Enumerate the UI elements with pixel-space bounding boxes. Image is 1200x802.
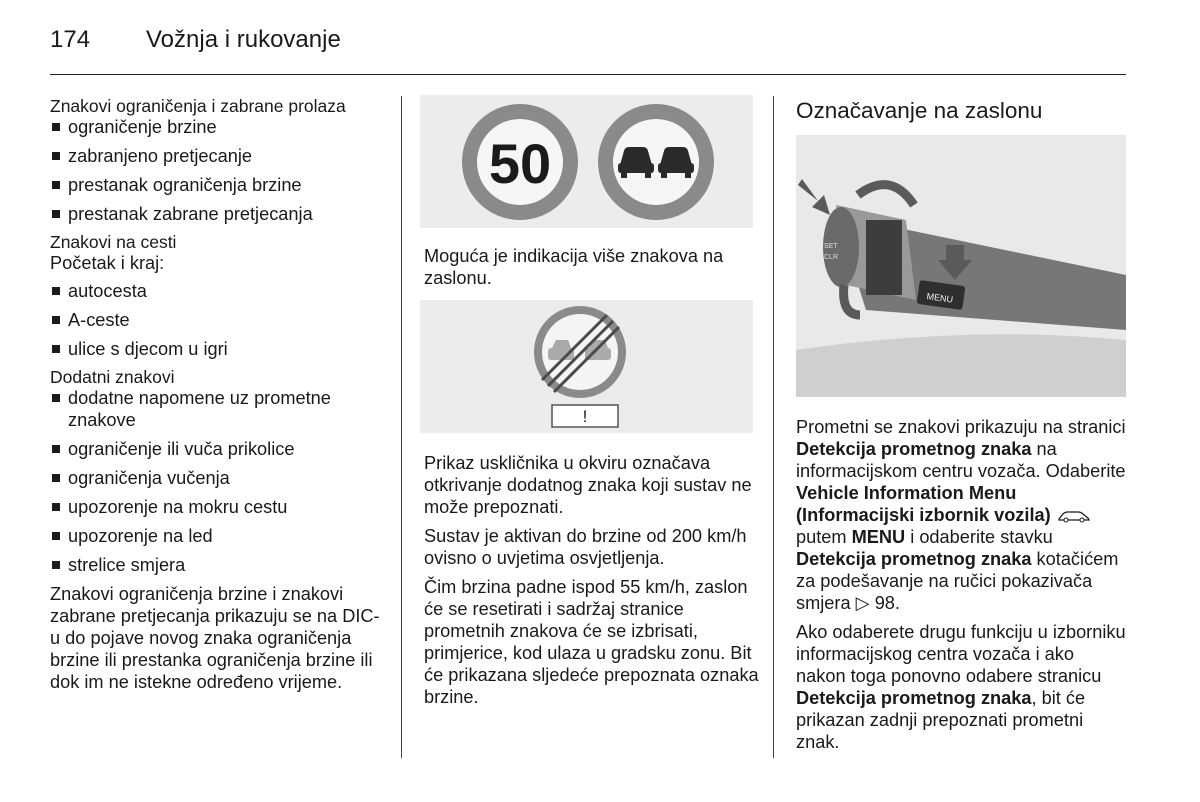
list-item: A-ceste	[50, 309, 385, 331]
page-title: Vožnja i rukovanje	[146, 26, 341, 53]
additional-signs-list	[50, 387, 385, 576]
figure-caption: Moguća je indikacija više znakova na zaslonu.	[424, 246, 724, 288]
list-item: ograničenje brzine	[50, 116, 385, 138]
body-paragraph: Prikaz uskličnika u okviru označava otkrivanje dodatnog znaka koji sustav ne može prepoznati.	[424, 453, 752, 517]
page-reference: 98.	[874, 593, 900, 613]
list-item: upozorenje na mokru cestu	[50, 496, 385, 518]
list-item: strelice smjera	[50, 554, 385, 576]
column-divider-right	[773, 96, 774, 758]
section-heading-display: Označavanje na zaslonu	[796, 98, 1043, 123]
body-paragraph: Čim brzina padne ispod 55 km/h, zaslon će se resetirati i sadržaj stranice prometnih znakova će se izbrisati, primjerice, kod ulaza u gradsku zonu. Bit će prikazana sljedeće prepoznata oznaka brzine.	[424, 577, 759, 707]
list-item: prestanak ograničenja brzine	[50, 174, 385, 196]
thumbwheel	[866, 220, 902, 295]
clr-label: CLR	[824, 254, 839, 261]
body-paragraph: Ako odaberete drugu funkciju u izborniku informacijskog centra vozača i ako nakon toga ponovno odabere stranicu Detekcija prometnog znaka, bit će prikazan zadnji prepoznati prometni znak.	[796, 622, 1126, 752]
exclamation-mark: !	[582, 407, 588, 426]
body-paragraph: Sustav je aktivan do brzine od 200 km/h ovisno o uvjetima osvjetljenja.	[424, 526, 747, 568]
road-signs-list	[50, 280, 385, 360]
body-paragraph: Znakovi ograničenja brzine i znakovi zabrane pretjecanja prikazuju se na DIC-u do pojave novog znaka ograničenja brzine ili prestanka ograničenja brzine ili dok im ne istekne određeno vrijeme.	[50, 584, 380, 692]
section-heading-road-signs: Znakovi na cesti	[50, 232, 177, 252]
list-item: ograničenje ili vuča prikolice	[50, 438, 385, 460]
list-item: upozorenje na led	[50, 525, 385, 547]
list-item: dodatne napomene uz prometne znakove	[50, 387, 385, 431]
column-middle-text	[424, 452, 759, 715]
set-label: SET	[824, 243, 838, 250]
rotate-up-arrow-icon	[858, 185, 914, 205]
header-divider	[50, 74, 1126, 75]
end-of-restrictions-figure	[420, 300, 753, 433]
section-heading-additional-signs: Dodatni znakovi	[50, 367, 175, 387]
page-reference-arrow-icon: ▷	[855, 593, 870, 613]
list-item: autocesta	[50, 280, 385, 302]
column-right-text	[796, 416, 1126, 760]
end-sign-illustration	[420, 300, 753, 433]
stalk-figure	[796, 135, 1126, 397]
menu-button-label: MENU	[926, 291, 954, 305]
page-number: 174	[50, 26, 91, 53]
list-item: ulice s djecom u igri	[50, 338, 385, 360]
list-item: ograničenja vučenja	[50, 467, 385, 489]
road-signs-subtitle: Početak i kraj:	[50, 253, 165, 273]
car-icon	[1056, 509, 1092, 523]
dashboard-shape	[796, 334, 1126, 397]
column-left	[50, 96, 385, 700]
list-item: zabranjeno pretjecanje	[50, 145, 385, 167]
traffic-signs-figure	[420, 95, 753, 228]
turn-signal-stalk-illustration	[796, 135, 1126, 397]
section-heading-prohibition-signs: Znakovi ograničenja i zabrane prolaza	[50, 96, 346, 116]
column-divider-left	[401, 96, 402, 758]
rotate-down-arrow-icon	[844, 285, 860, 315]
signs-illustration	[420, 95, 753, 228]
speed-limit-value: 50	[488, 132, 552, 195]
list-item: prestanak zabrane pretjecanja	[50, 203, 385, 225]
prohibition-signs-list	[50, 116, 385, 225]
body-paragraph: Prometni se znakovi prikazuju na stranici Detekcija prometnog znaka na informacijskom centru vozača. Odaberite Vehicle Information Menu (Informacijski izbornik vozila) putem MENU i odaberite stavku Detekcija prometnog znaka kotačićem za podešavanje na ručici pokazivača smjera ▷ 98.	[796, 417, 1126, 613]
press-arrow-icon	[798, 179, 830, 215]
